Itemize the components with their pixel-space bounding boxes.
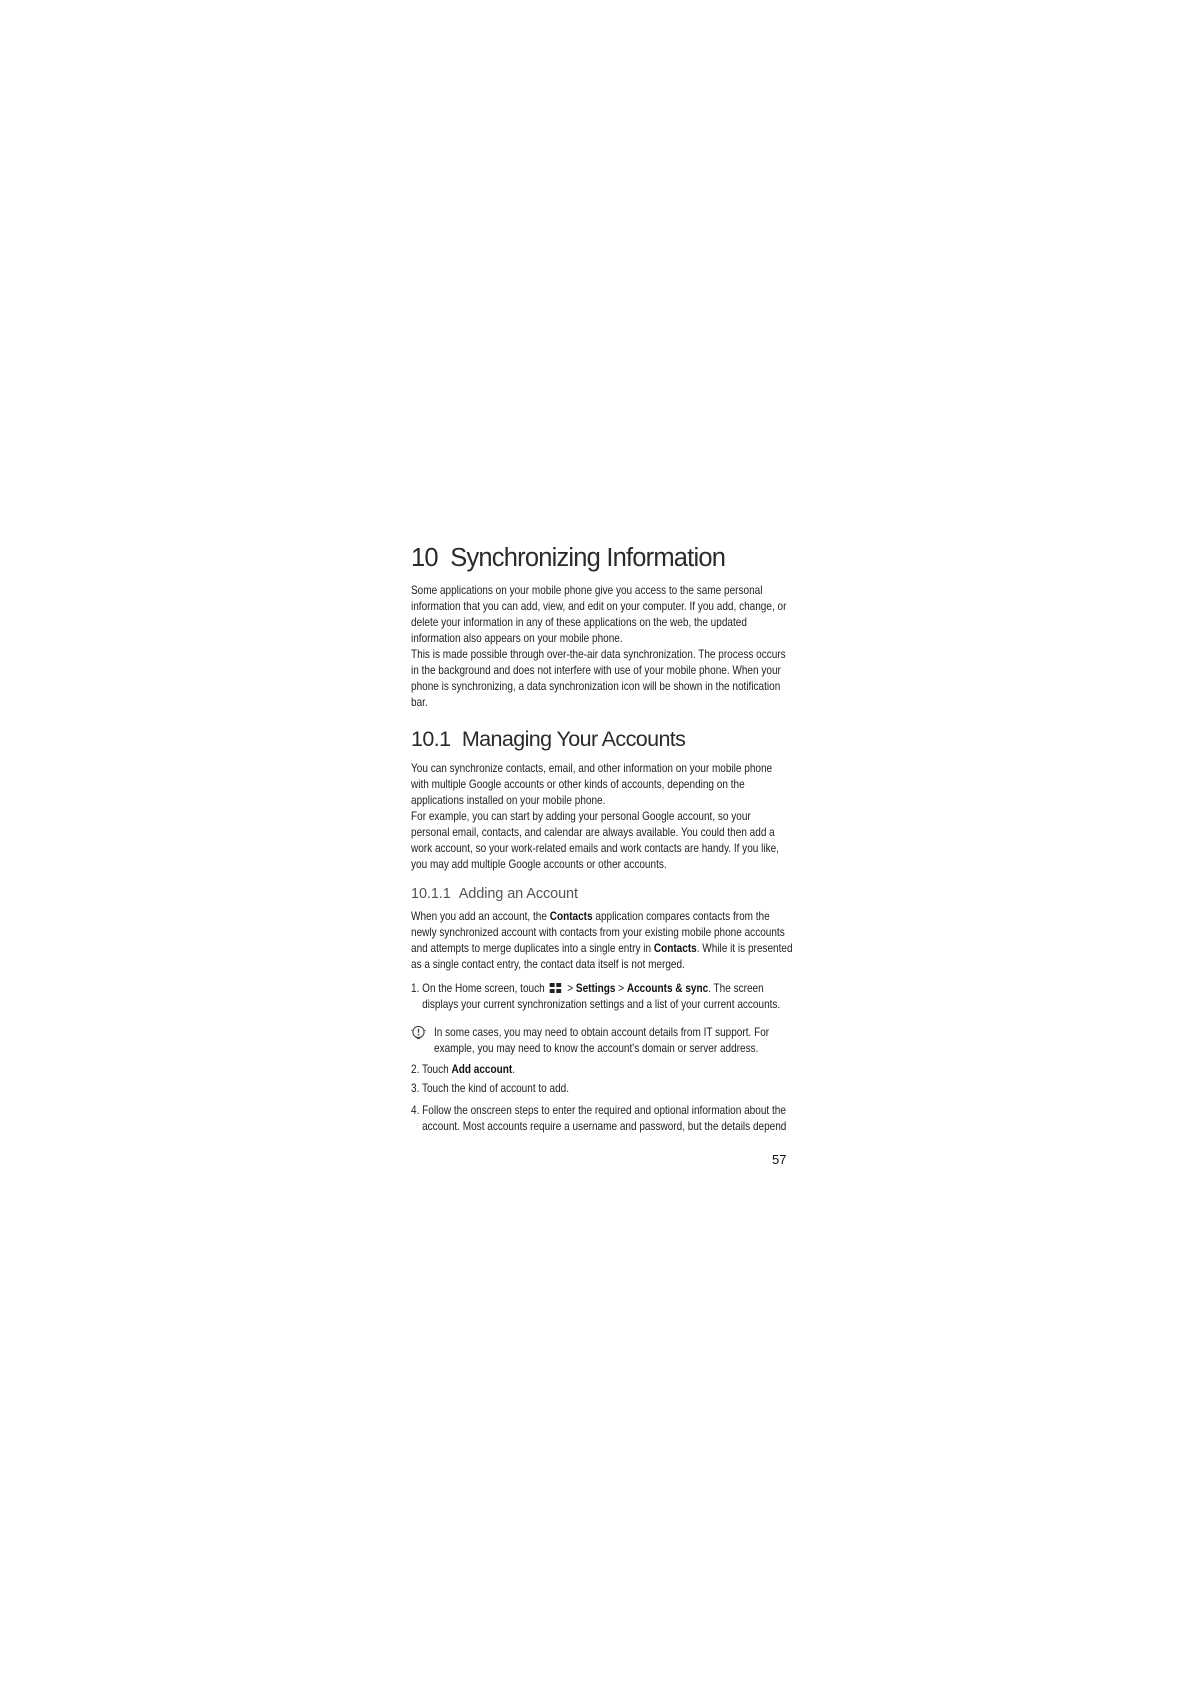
text-line: phone is synchronizing, a data synchronization icon will be shown in the notification [411,679,781,693]
menu-separator: > [567,981,574,995]
text-line: applications installed on your mobile phone. [411,793,606,807]
step-number: 2. [411,1062,420,1076]
text-line: delete your information in any of these applications on the web, the updated [411,615,747,629]
step-line [411,980,780,996]
text-line: bar. [411,695,428,709]
text-line: personal email, contacts, and calendar are always available. You could then add a [411,825,775,839]
text-line: information that you can add, view, and edit on your computer. If you add, change, or [411,599,787,613]
step-line [411,1080,569,1096]
note-line: In some cases, you may need to obtain account details from IT support. For [434,1025,770,1039]
step-text: . The screen [708,981,764,995]
subsection-paragraph [411,908,793,972]
section-heading [411,726,685,752]
text-line: information also appears on your mobile phone. [411,631,623,645]
subsection-heading [411,885,578,903]
step-number: 3. [411,1081,420,1095]
text-line: you may add multiple Google accounts or other accounts. [411,857,667,871]
chapter-title: Synchronizing Information [450,544,726,572]
page-number: 57 [772,1152,787,1167]
note-icon [410,1024,427,1041]
step-line [411,1061,515,1077]
subsection-number: 10.1.1 [411,885,451,902]
step-text: Follow the onscreen steps to enter the required and optional information about the [422,1103,786,1117]
step-3 [411,1080,569,1096]
intro-paragraph-1 [411,582,786,646]
step-number: 4. [411,1103,420,1117]
step-text: . [512,1062,515,1076]
section-paragraph-2 [411,808,779,872]
text-line: with multiple Google accounts or other kinds of accounts, depending on the [411,777,745,791]
text-segment: . While it is presented [696,940,793,955]
section-paragraph-1 [411,760,779,808]
step-1 [411,980,780,1012]
text-segment: When you add an account, the [411,908,547,923]
step-line [411,1102,786,1118]
text-line: work account, so your work-related emails and work contacts are handy. If you like, [411,841,779,855]
step-text: Touch the kind of account to add. [421,1081,570,1095]
step-line: displays your current synchronization settings and a list of your current accounts. [422,997,781,1011]
intro-paragraph-2 [411,646,786,710]
menu-separator: > [618,981,625,995]
step-text: On the Home screen, touch [422,981,545,995]
chapter-number: 10 [411,544,438,572]
text-line: For example, you can start by adding your personal Google account, so your [411,809,751,823]
text-line [411,908,793,924]
note-line: example, you may need to know the account's domain or server address. [434,1041,759,1055]
contacts-app-name: Contacts [549,908,593,923]
note [434,1024,769,1056]
section-text [411,760,779,872]
text-line: Some applications on your mobile phone give you access to the same personal [411,583,763,597]
accounts-sync-menu-label: Accounts & sync [626,981,709,995]
text-line: You can synchronize contacts, email, and other information on your mobile phone [411,761,773,775]
text-segment: and attempts to merge duplicates into a single entry in [411,940,652,955]
step-number: 1. [411,981,420,995]
section-title: Managing Your Accounts [461,727,686,751]
intro-text [411,582,786,710]
add-account-label: Add account [451,1062,513,1076]
step-2 [411,1061,515,1077]
section-number: 10.1 [411,727,451,751]
settings-menu-label: Settings [575,981,616,995]
text-line: in the background and does not interfere with use of your mobile phone. When your [411,663,781,677]
step-line: account. Most accounts require a username and password, but the details depend [422,1119,787,1133]
text-segment: application compares contacts from the [595,908,770,923]
text-line [411,940,793,956]
chapter-heading [411,543,725,573]
subsection-title: Adding an Account [458,885,578,902]
contacts-app-name: Contacts [653,940,697,955]
step-4 [411,1102,786,1134]
applications-grid-icon [550,983,562,993]
step-text: Touch [421,1062,449,1076]
text-line: This is made possible through over-the-air data synchronization. The process occurs [411,647,786,661]
text-line: newly synchronized account with contacts from your existing mobile phone accounts [411,924,785,939]
text-line: as a single contact entry, the contact data itself is not merged. [411,956,685,971]
